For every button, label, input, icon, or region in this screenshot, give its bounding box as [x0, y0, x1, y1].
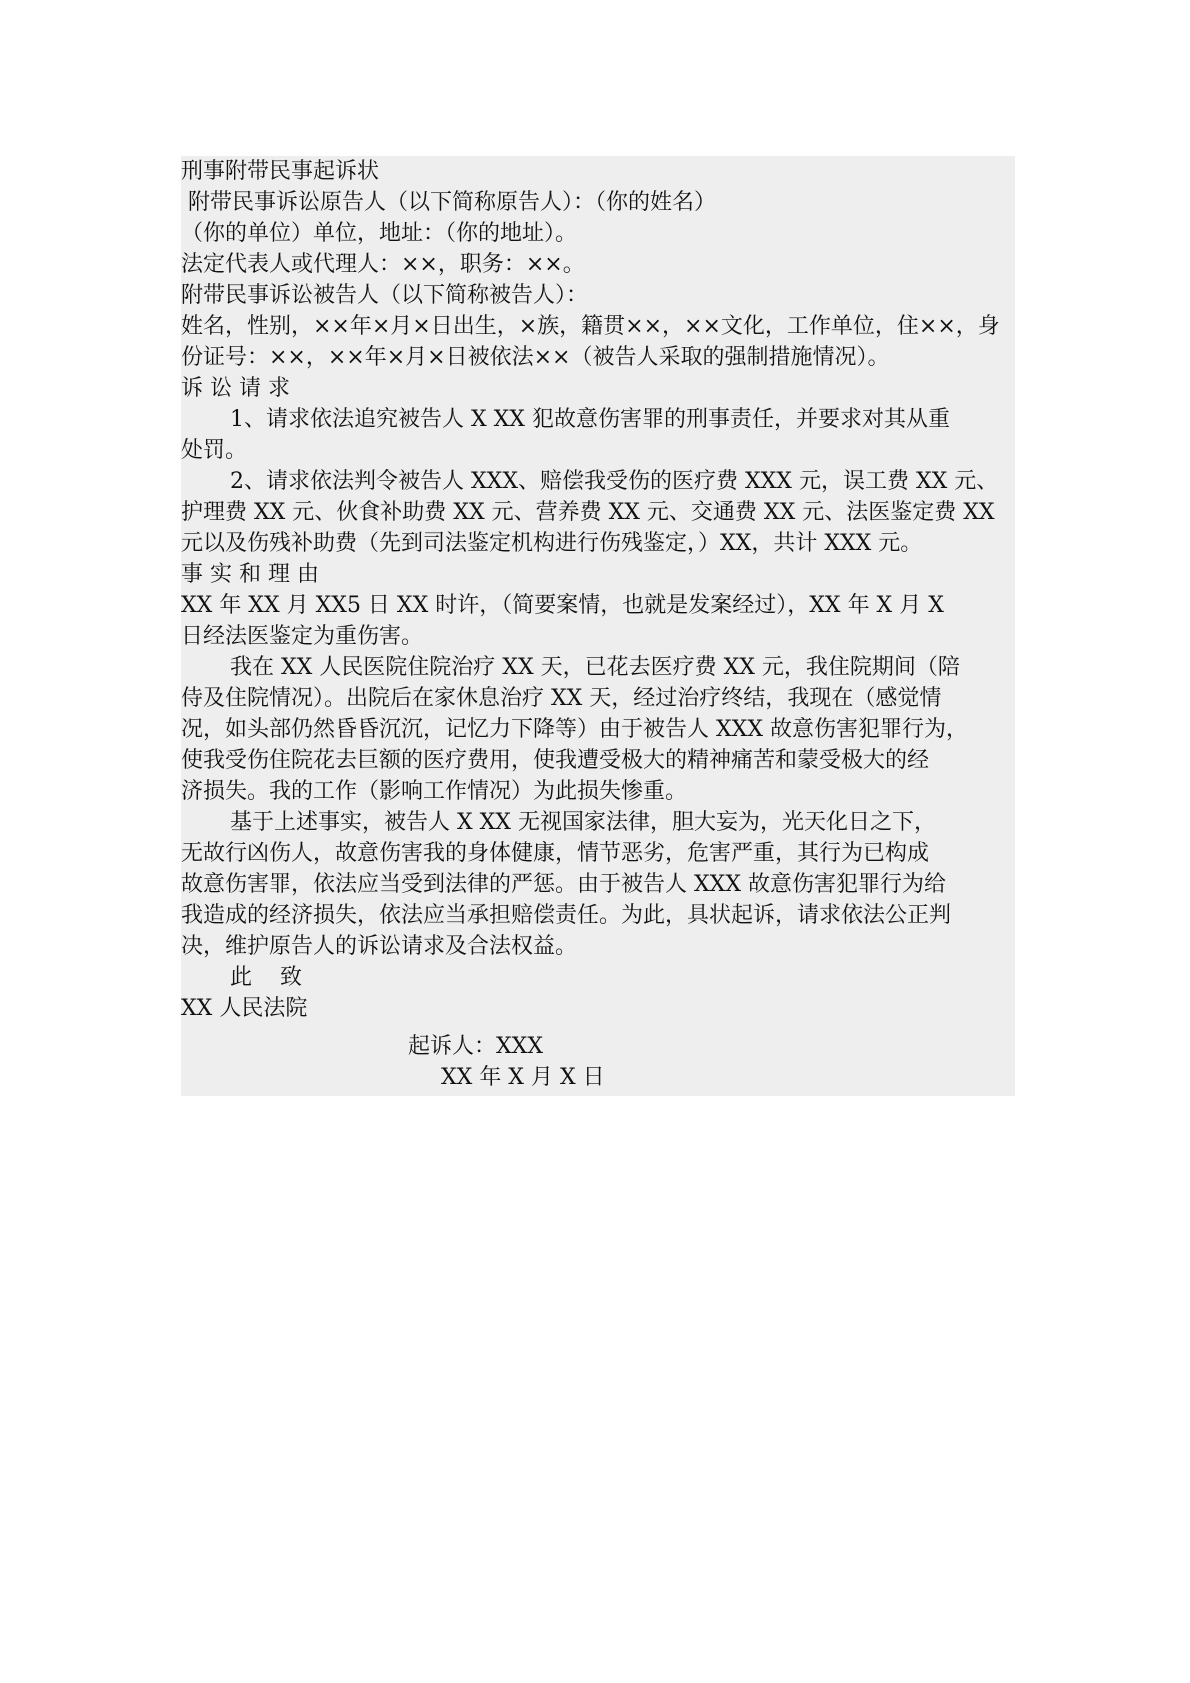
claim-2-line: 2、请求依法判令被告人 XXX、赔偿我受伤的医疗费 XXX 元，误工费 XX 元、 — [230, 469, 999, 494]
facts-paragraph-2-line: 侍及住院情况）。出院后在家休息治疗 XX 天，经过治疗终结，我现在（感觉情 — [181, 686, 942, 711]
signer-line: 起诉人：XXX — [408, 1034, 543, 1059]
defendant-info-line: 份证号：××，××年×月×日被依法××（被告人采取的强制措施情况）。 — [181, 345, 890, 370]
facts-paragraph-3-line: 我造成的经济损失，依法应当承担赔偿责任。为此，具状起诉，请求依法公正判 — [181, 903, 952, 928]
facts-paragraph-3-line: 无故行凶伤人，故意伤害我的身体健康，情节恶劣，危害严重，其行为已构成 — [181, 841, 930, 866]
salutation: 此 致 — [230, 965, 302, 990]
facts-paragraph-2-line: 使我受伤住院花去巨额的医疗费用，使我遭受极大的精神痛苦和蒙受极大的经 — [181, 748, 930, 773]
plaintiff-line: 附带民事诉讼原告人（以下简称原告人）：（你的姓名） — [181, 190, 716, 215]
facts-paragraph-2-line: 济损失。我的工作（影响工作情况）为此损失惨重。 — [181, 779, 688, 804]
facts-paragraph-2-line: 况，如头部仍然昏昏沉沉，记忆力下降等）由于被告人 XXX 故意伤害犯罪行为， — [181, 717, 968, 742]
unit-address-line: （你的单位）单位，地址：（你的地址）。 — [181, 221, 578, 246]
facts-heading: 事 实 和 理 由 — [181, 562, 319, 587]
facts-paragraph-3-line: 故意伤害罪，依法应当受到法律的严惩。由于被告人 XXX 故意伤害犯罪行为给 — [181, 872, 946, 897]
facts-paragraph-1-line: XX 年 XX 月 XX5 日 XX 时许，（简要案情，也就是发案经过），XX 年 X 月 X — [181, 593, 944, 618]
court-name: XX 人民法院 — [181, 996, 308, 1021]
claims-heading: 诉 讼 请 求 — [181, 376, 290, 401]
facts-paragraph-3-line: 基于上述事实，被告人 X XX 无视国家法律，胆大妄为，光天化日之下， — [230, 810, 936, 835]
facts-paragraph-3-line: 决，维护原告人的诉讼请求及合法权益。 — [181, 934, 578, 959]
facts-paragraph-2-line: 我在 XX 人民医院住院治疗 XX 天，已花去医疗费 XX 元，我住院期间（陪 — [230, 655, 960, 680]
defendant-heading: 附带民事诉讼被告人（以下简称被告人）： — [181, 283, 589, 308]
facts-paragraph-1-line: 日经法医鉴定为重伤害。 — [181, 624, 424, 649]
document-title: 刑事附带民事起诉状 — [181, 159, 380, 184]
claim-2-line: 护理费 XX 元、伙食补助费 XX 元、营养费 XX 元、交通费 XX 元、法医鉴定费 XX — [181, 500, 995, 525]
claim-1-line: 1、请求依法追究被告人 X XX 犯故意伤害罪的刑事责任，并要求对其从重 — [230, 407, 950, 432]
claim-1-line: 处罚。 — [181, 438, 248, 463]
defendant-info-line: 姓名，性别，××年×月×日出生，×族，籍贯××，××文化，工作单位，住××，身 — [181, 314, 1000, 339]
date-line: XX 年 X 月 X 日 — [441, 1065, 605, 1090]
legal-representative-line: 法定代表人或代理人：××，职务：××。 — [181, 252, 585, 277]
claim-2-line: 元以及伤残补助费（先到司法鉴定机构进行伤残鉴定，）XX，共计 XXX 元。 — [181, 531, 923, 556]
